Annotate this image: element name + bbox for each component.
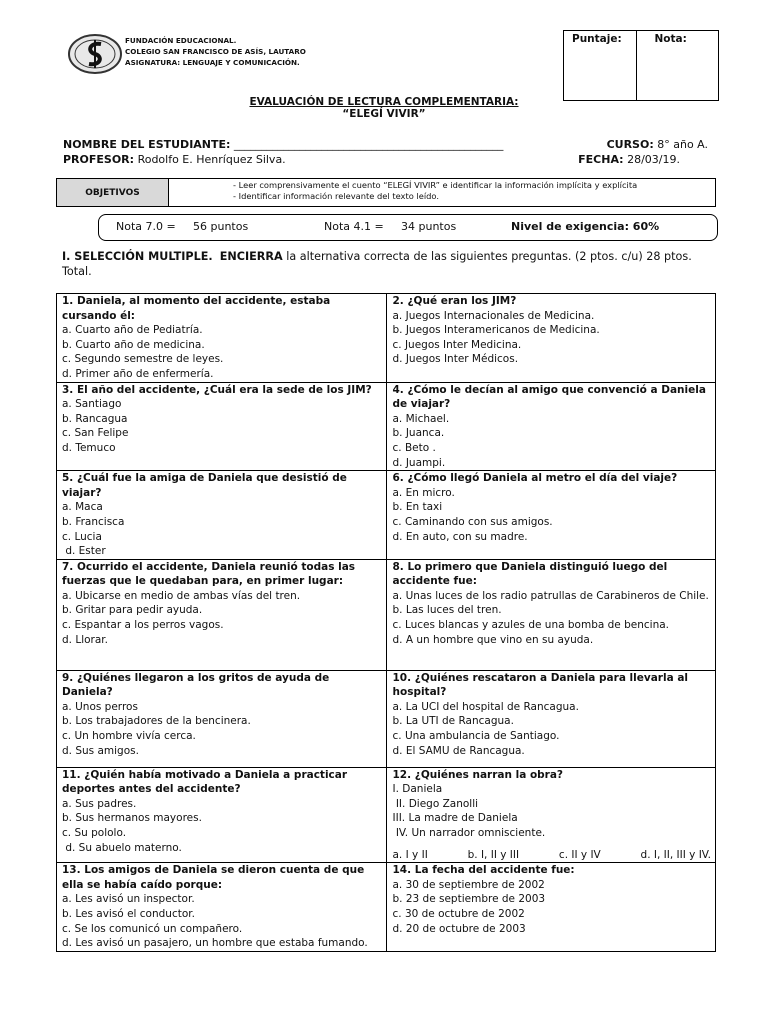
- option[interactable]: a. Michael.: [392, 412, 450, 425]
- objectives-box: [56, 178, 716, 207]
- option[interactable]: c. San Felipe: [62, 427, 129, 440]
- question-stem: 3. El año del accidente, ¿Cuál era la sede de los JIM?: [62, 383, 372, 396]
- question-stem: 6. ¿Cómo llegó Daniela al metro el día del viaje?: [392, 472, 678, 485]
- option[interactable]: c. II y IV: [558, 848, 601, 861]
- grade-4-label: Nota 4.1 =: [324, 220, 384, 233]
- objectives-list: [169, 179, 637, 206]
- date-value: 28/03/19.: [627, 153, 680, 166]
- subject-name: ASIGNATURA: LENGUAJE Y COMUNICACIÓN.: [125, 58, 300, 67]
- teacher-label: PROFESOR:: [63, 153, 135, 166]
- option[interactable]: c. Se los comunicó un compañero.: [62, 922, 243, 935]
- option[interactable]: a. Sus padres.: [62, 797, 137, 810]
- foundation-name: FUNDACIÓN EDUCACIONAL.: [125, 36, 237, 45]
- option[interactable]: b. Juegos Interamericanos de Medicina.: [392, 324, 600, 337]
- option[interactable]: a. En micro.: [392, 486, 455, 499]
- option[interactable]: a. Unos perros: [62, 700, 138, 713]
- option[interactable]: a. Maca: [62, 501, 103, 514]
- score-box: [563, 30, 719, 101]
- score-cell[interactable]: Puntaje:: [564, 31, 637, 100]
- option[interactable]: d. Primer año de enfermería.: [62, 367, 214, 380]
- question-stem: 13. Los amigos de Daniela se dieron cuenta de que ella se había caído porque:: [62, 864, 365, 891]
- option[interactable]: b. Gritar para pedir ayuda.: [62, 604, 203, 617]
- option[interactable]: a. La UCI del hospital de Rancagua.: [392, 700, 579, 713]
- option[interactable]: a. Juegos Internacionales de Medicina.: [392, 309, 595, 322]
- name-field[interactable]: _________________________________________________: [233, 138, 504, 151]
- name-label: NOMBRE DEL ESTUDIANTE:: [63, 138, 231, 151]
- option[interactable]: c. Su pololo.: [62, 827, 127, 840]
- option[interactable]: c. Luces blancas y azules de una bomba de bencina.: [392, 619, 669, 632]
- table-row: [57, 559, 716, 670]
- question-11: [57, 767, 387, 863]
- question-3: [57, 382, 387, 471]
- option[interactable]: d. Su abuelo materno.: [62, 841, 182, 854]
- objective-item: - Identificar información relevante del texto leído.: [233, 191, 439, 201]
- option[interactable]: d. A un hombre que vino en su ayuda.: [392, 633, 594, 646]
- option[interactable]: c. Un hombre vivía cerca.: [62, 730, 196, 743]
- option[interactable]: d. 20 de octubre de 2003: [392, 922, 526, 935]
- question-2: [386, 294, 716, 383]
- statement: III. La madre de Daniela: [392, 812, 518, 825]
- option[interactable]: b. Juanca.: [392, 427, 445, 440]
- course-label: CURSO:: [606, 138, 654, 151]
- table-row: [57, 670, 716, 767]
- section-title: I. SELECCIÓN MULTIPLE.: [62, 250, 213, 263]
- grade-4-points: 34 puntos: [401, 220, 457, 233]
- question-1: [57, 294, 387, 383]
- statement: I. Daniela: [392, 783, 443, 796]
- school-logo: [67, 32, 123, 76]
- option[interactable]: a. 30 de septiembre de 2002: [392, 878, 545, 891]
- objective-item: - Leer comprensivamente el cuento “ELEGÍ VIVIR” e identificar la información implícita y explícita: [233, 180, 638, 190]
- question-6: [386, 471, 716, 560]
- date-label: FECHA:: [578, 153, 624, 166]
- instruction-text: la alternativa correcta de las siguientes preguntas. (2 ptos. c/u) 28 ptos. Total.: [62, 250, 692, 278]
- option[interactable]: b. Cuarto año de medicina.: [62, 338, 205, 351]
- student-row: [63, 138, 708, 151]
- grade-cell[interactable]: Nota:: [654, 33, 687, 45]
- option[interactable]: b. En taxi: [392, 501, 443, 514]
- grade-7-points: 56 puntos: [193, 220, 249, 233]
- questions-table: [56, 293, 716, 952]
- option[interactable]: c. Juegos Inter Medicina.: [392, 338, 522, 351]
- answer-options: [393, 841, 712, 863]
- instructions: [62, 249, 702, 279]
- option[interactable]: c. Lucia: [62, 530, 102, 543]
- option[interactable]: b. Los trabajadores de la bencinera.: [62, 715, 251, 728]
- option[interactable]: b. I, II y III: [467, 848, 520, 861]
- option[interactable]: a. Ubicarse en medio de ambas vías del tren.: [62, 589, 301, 602]
- question-5: [57, 471, 387, 560]
- option[interactable]: b. Las luces del tren.: [392, 604, 502, 617]
- option[interactable]: b. La UTI de Rancagua.: [392, 715, 514, 728]
- teacher-value: Rodolfo E. Henríquez Silva.: [137, 153, 286, 166]
- option[interactable]: b. Les avisó el conductor.: [62, 908, 195, 921]
- question-13: [57, 863, 387, 952]
- option[interactable]: b. Rancagua: [62, 412, 128, 425]
- option[interactable]: d. El SAMU de Rancagua.: [392, 744, 525, 757]
- option[interactable]: d. Sus amigos.: [62, 744, 139, 757]
- option[interactable]: c. 30 de octubre de 2002: [392, 908, 525, 921]
- table-row: [57, 382, 716, 471]
- question-9: [57, 670, 387, 767]
- option[interactable]: a. Cuarto año de Pediatría.: [62, 324, 203, 337]
- grade-7-label: Nota 7.0 =: [116, 220, 176, 233]
- option[interactable]: d. Temuco: [62, 441, 116, 454]
- option[interactable]: c. Beto .: [392, 441, 436, 454]
- option[interactable]: d. Les avisó un pasajero, un hombre que estaba fumando.: [62, 937, 368, 950]
- grading-box: [98, 214, 718, 241]
- question-stem: 8. Lo primero que Daniela distinguió luego del accidente fue:: [392, 560, 668, 588]
- question-stem: 14. La fecha del accidente fue:: [392, 864, 575, 877]
- option[interactable]: d. Juampi.: [392, 456, 446, 469]
- exam-title: EVALUACIÓN DE LECTURA COMPLEMENTARIA:: [249, 96, 519, 108]
- option[interactable]: d. Llorar.: [62, 633, 108, 646]
- question-stem: 7. Ocurrido el accidente, Daniela reunió todas las fuerzas que le quedaban para, en primer lugar:: [62, 560, 356, 588]
- question-14: [386, 863, 716, 952]
- question-stem: 5. ¿Cuál fue la amiga de Daniela que desistió de viajar?: [62, 472, 347, 499]
- option[interactable]: a. I y II: [392, 848, 428, 861]
- teacher-row: [63, 153, 708, 166]
- statement: IV. Un narrador omnisciente.: [392, 827, 546, 840]
- question-7: [57, 559, 387, 670]
- course-value: 8° año A.: [657, 138, 708, 151]
- table-row: [57, 294, 716, 383]
- table-row: [57, 863, 716, 952]
- question-stem: 1. Daniela, al momento del accidente, estaba cursando él:: [62, 295, 331, 322]
- book-title: “ELEGÍ VIVIR”: [342, 108, 426, 120]
- table-row: [57, 471, 716, 560]
- option[interactable]: a. Santiago: [62, 398, 122, 411]
- question-4: [386, 382, 716, 471]
- option[interactable]: a. Unas luces de los radio patrullas de Carabineros de Chile.: [392, 589, 709, 602]
- objectives-label: OBJETIVOS: [57, 179, 169, 206]
- option[interactable]: a. Les avisó un inspector.: [62, 893, 195, 906]
- option[interactable]: d. I, II, III y IV.: [640, 848, 711, 861]
- option[interactable]: d. Juegos Inter Médicos.: [392, 353, 519, 366]
- option[interactable]: b. Francisca: [62, 515, 125, 528]
- question-10: [386, 670, 716, 767]
- option[interactable]: c. Espantar a los perros vagos.: [62, 619, 224, 632]
- question-12: [386, 767, 716, 863]
- table-row: [57, 767, 716, 863]
- question-stem: 12. ¿Quiénes narran la obra?: [392, 768, 564, 781]
- instruction-verb: ENCIERRA: [219, 250, 283, 263]
- option[interactable]: c. Segundo semestre de leyes.: [62, 353, 224, 366]
- question-8: [386, 559, 716, 670]
- question-stem: 11. ¿Quién había motivado a Daniela a practicar deportes antes del accidente?: [62, 768, 348, 796]
- question-stem: 4. ¿Cómo le decían al amigo que convenció a Daniela de viajar?: [392, 383, 706, 411]
- question-stem: 9. ¿Quiénes llegaron a los gritos de ayuda de Daniela?: [62, 671, 330, 699]
- option[interactable]: b. 23 de septiembre de 2003: [392, 893, 546, 906]
- question-stem: 2. ¿Qué eran los JIM?: [392, 295, 517, 307]
- question-stem: 10. ¿Quiénes rescataron a Daniela para llevarla al hospital?: [392, 671, 689, 699]
- option[interactable]: c. Una ambulancia de Santiago.: [392, 730, 560, 743]
- exigency-level: Nivel de exigencia: 60%: [511, 220, 660, 233]
- school-info: [125, 35, 306, 68]
- option[interactable]: c. Caminando con sus amigos.: [392, 515, 553, 528]
- school-name: COLEGIO SAN FRANCISCO DE ASÍS, LAUTARO: [125, 47, 306, 56]
- option[interactable]: b. Sus hermanos mayores.: [62, 812, 202, 825]
- statement: II. Diego Zanolli: [392, 797, 479, 810]
- option[interactable]: d. Ester: [62, 545, 106, 558]
- option[interactable]: d. En auto, con su madre.: [392, 530, 528, 543]
